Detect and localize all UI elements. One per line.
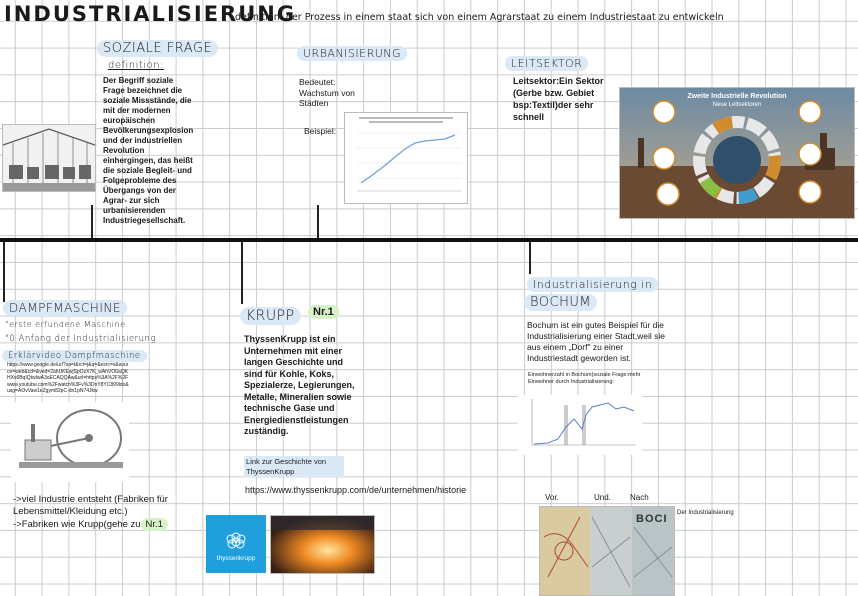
leitsektoren-image-subtitle: Neue Leitsektoren: [712, 102, 762, 108]
bochum-heading-line2: BOCHUM: [524, 294, 597, 311]
timeline-connector: [91, 205, 93, 238]
factory-hall-image: [2, 124, 96, 192]
urbanization-chart-image: [344, 112, 468, 204]
bochum-population-chart: [518, 395, 642, 455]
bochum-maps-image: [539, 506, 675, 596]
bochum-heading-line1: [527, 278, 658, 291]
soziale-frage-text: Der Begriff soziale Frage bezeichnet die soziale Missstände, die mit der modernen europäischen Bevölkerungsexplosion und der industriellen Revolution einhergingen, das heißt die soziale Begleit- und Folgeprobleme des Übergangs von der Agrar- zur sich urbanisierenden Industriegesellschaft.: [103, 76, 194, 225]
explainer-video-label: Erklärvideo Dampfmaschine: [2, 350, 147, 362]
steam-engine-image: [11, 402, 129, 482]
krupp-url-link[interactable]: https://www.thyssenkrupp.com/de/unternehmen/historie: [245, 485, 467, 495]
map-label-and: Und.: [594, 493, 611, 502]
page-title: INDUSTRIALISIERUNG: [4, 2, 297, 26]
map-caption: Der Industrialisierung: [677, 510, 734, 516]
krupp-number-badge: Nr.1: [308, 305, 339, 319]
leitsektoren-image-title: Zweite Industrielle Revolution: [687, 93, 787, 100]
leitsektoren-image: [619, 87, 855, 219]
krupp-history-link-label[interactable]: Link zur Geschichte von ThyssenKrupp: [244, 456, 344, 477]
bochum-chart-caption: Einwohnerzahl in Bochum(soziale Frage:mehr Einwohner durch Industrialisierung:: [528, 372, 641, 385]
krupp-reference-badge[interactable]: Nr.1: [141, 518, 168, 531]
thyssenkrupp-logo: [206, 515, 266, 573]
timeline-connector: [3, 242, 5, 302]
video-url-link[interactable]: https://www.google.de/url?sa=t&rct=j&q=&esrc=s&source=web&cd=&ved=2ahUKEwjSpOzX7K_wAhVO6aQKHXs6BqIQtwIwA3oECAQQAw&url=https%3A%2F%2Fwww.youtube.com%2Fwatch%3Fv%3DnY8YC899ldo&usg=AOvVaw1eZgym82pC-dn1pN74Jkw: [7, 362, 129, 394]
steel-furnace-image: [270, 515, 375, 574]
bochum-heading-text: Industrialisierung in: [527, 277, 658, 292]
dampfmaschine-point-2: "0 Anfang der Industrialisierung: [5, 334, 157, 344]
example-label: Beispiel:: [304, 126, 337, 136]
krupp-text: ThyssenKrupp ist ein Unternehmen mit einer langen Geschichte und sind für Kohle, Koks, Spezialerze, Legierungen, Metalle, Mineralien sowie technische Gase und Energiedienstleistungen zuständig.: [244, 334, 355, 436]
leitsektor-text: Leitsektor:Ein Sektor (Gerbe bzw. Gebiet bsp:Textil)der sehr schnell: [513, 76, 604, 122]
map-label-before: Vor.: [545, 493, 559, 502]
result-krupp-text: ->Fabriken wie Krupp(gehe zu: [13, 519, 141, 530]
dampfmaschine-point-1: "erste erfundene Maschine: [5, 320, 126, 329]
timeline: [0, 238, 858, 242]
timeline-connector: [317, 205, 319, 238]
timeline-connector: [529, 242, 531, 274]
bochum-text: Bochum ist ein gutes Beispiel für die Industrialisierung einer Stadt,weil sie aus einem „Dorf" zu einer Industriestadt geworden ist.: [527, 320, 665, 363]
leitsektor-heading: LEITSEKTOR: [505, 56, 588, 71]
result-industry: ->viel Industrie entsteht (Fabriken für Lebensmittel/Kleidung etc.): [13, 494, 168, 517]
map-town-label: BOCI: [636, 513, 668, 525]
timeline-connector: [241, 242, 243, 304]
map-label-after: Nach: [630, 493, 649, 502]
dampfmaschine-heading: DAMPFMASCHINE: [3, 300, 127, 316]
soziale-frage-heading: SOZIALE FRAGE: [97, 40, 218, 57]
thyssenkrupp-logo-text: thyssenkrupp: [216, 555, 256, 562]
krupp-heading: KRUPP: [240, 307, 301, 325]
definition-label: definition:: [108, 60, 164, 71]
result-krupp: [13, 519, 168, 530]
urbanisierung-heading: URBANISIERUNG: [297, 46, 407, 61]
urbanisierung-meaning: Bedeutet: Wachstum von Städten: [299, 77, 355, 108]
definition-text: definition: der Prozess in einem staat sich von einem Agrarstaat zu einem Industriestaat zu entwickeln: [235, 12, 724, 23]
